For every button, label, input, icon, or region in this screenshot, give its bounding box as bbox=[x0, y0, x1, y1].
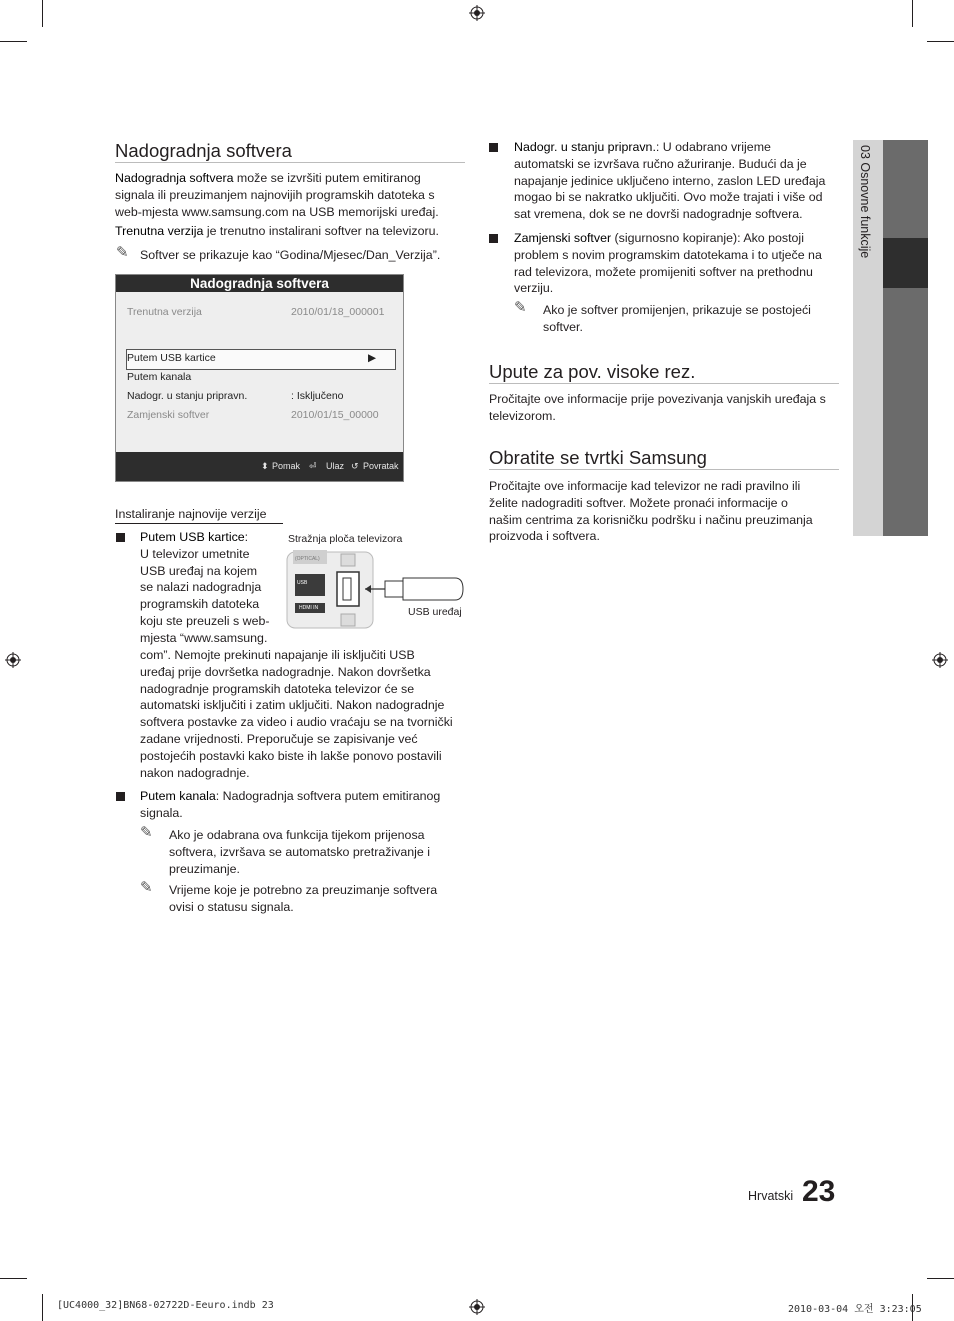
section-title-contact-samsung: Obratite se tvrtki Samsung bbox=[489, 447, 707, 468]
footer-enter-label: Ulaz bbox=[326, 461, 345, 471]
menu-arrow-icon: ▶ bbox=[368, 352, 377, 364]
note-line: softver. bbox=[543, 319, 583, 334]
note-line: Ako je softver promijenjen, prikazuje se postojeći bbox=[543, 303, 811, 317]
title-underline bbox=[489, 469, 839, 470]
crop-mark bbox=[42, 0, 43, 27]
menu-item-label: Zamjenski softver bbox=[127, 409, 210, 421]
title-underline bbox=[489, 383, 839, 384]
channel-bold: Putem kanala bbox=[140, 789, 216, 803]
usb-bullet-narrow: Putem USB kartice: U televizor umetnite USB uređaj na kojem se nalazi nadogradnja programskih datoteka koju ste preuzeli s web- mjesta “www.samsung. bbox=[140, 530, 270, 645]
menu-item-label: Putem USB kartice bbox=[127, 352, 216, 364]
note-pencil-icon: ✎ bbox=[514, 299, 527, 316]
chapter-tab-dark bbox=[883, 140, 928, 536]
alt-text: (sigurnosno kopiranje): Ako postoji bbox=[611, 231, 804, 245]
usb-line: U televizor umetnite bbox=[140, 546, 250, 561]
contact-line: Pročitajte ove informacije kad televizor ne radi pravilno ili bbox=[489, 479, 801, 493]
diagram-port-usb: USB bbox=[297, 580, 308, 586]
bullet-square-icon bbox=[116, 533, 125, 542]
current-version-bold: Trenutna verzija bbox=[115, 224, 204, 238]
chapter-tab-label: 03 Osnovne funkcije bbox=[858, 145, 872, 259]
crop-mark bbox=[927, 41, 954, 42]
standby-bullet bbox=[514, 139, 844, 223]
current-version-text: je trenutno instalirani softver na televizoru. bbox=[203, 224, 439, 238]
current-version-paragraph bbox=[115, 223, 465, 240]
usb-line: se nalazi nadogradnja bbox=[140, 580, 262, 595]
registration-mark-icon bbox=[932, 652, 948, 668]
note-pencil-icon: ✎ bbox=[116, 244, 129, 261]
menu-item-usb[interactable] bbox=[127, 350, 392, 366]
contact-line: našim centrima za korisničku podršku i načinu preuzimanja bbox=[489, 512, 813, 527]
menu-current-label: Trenutna verzija bbox=[127, 306, 202, 318]
enter-icon: ⏎ bbox=[309, 461, 317, 471]
intro-line: signala ili preuzimanjem najnovijih programskih datoteka s bbox=[115, 187, 435, 202]
menu-title: Nadogradnja softvera bbox=[116, 275, 403, 292]
intro-bold: Nadogradnja softvera bbox=[115, 171, 234, 185]
channel-text: : Nadogradnja softvera putem emitiranog bbox=[215, 789, 441, 803]
menu-current-value: 2010/01/18_000001 bbox=[291, 306, 385, 318]
registration-mark-icon bbox=[469, 1299, 485, 1315]
install-heading-underline bbox=[115, 523, 283, 524]
channel-bullet bbox=[140, 788, 470, 822]
crop-mark bbox=[927, 1278, 954, 1279]
usb-line: mjesta “www.samsung. bbox=[140, 630, 268, 645]
diagram-usb-label: USB uređaj bbox=[408, 606, 462, 618]
usb-line: USB uređaj na kojem bbox=[140, 563, 258, 578]
usb-line: zadane vrijednosti. Preporučuje se zapisivanje već bbox=[140, 731, 418, 746]
diagram-tv-label: Stražnja ploča televizora bbox=[288, 533, 403, 545]
return-icon: ↺ bbox=[351, 461, 359, 471]
usb-line: uređaj prije dovršetka nadogradnje. Nakon dovršetka bbox=[140, 664, 431, 679]
channel-text: signala. bbox=[140, 805, 183, 820]
alt-note bbox=[543, 302, 843, 336]
contact-paragraph bbox=[489, 478, 839, 545]
chapter-tab-marker bbox=[883, 238, 928, 288]
usb-line: automatski isključiti i zatim uključiti. Nakon nadogradnje bbox=[140, 698, 445, 713]
note-pencil-icon: ✎ bbox=[140, 879, 153, 896]
menu-item-standby[interactable] bbox=[127, 388, 392, 404]
standby-bold: Nadogr. u stanju pripravn. bbox=[514, 140, 656, 154]
alt-software-bullet bbox=[514, 230, 844, 297]
standby-line: napajanje jedinice uključeno interno, zaslon LED uređaja bbox=[514, 173, 826, 188]
channel-note-2 bbox=[169, 882, 469, 916]
hd-line: televizorom. bbox=[489, 408, 556, 423]
section-title-software-upgrade: Nadogradnja softvera bbox=[115, 140, 292, 161]
note-line: Ako je odabrana ova funkcija tijekom prijenosa bbox=[169, 828, 425, 842]
note-pencil-icon: ✎ bbox=[140, 824, 153, 841]
hd-paragraph bbox=[489, 391, 839, 425]
alt-line: rad televizora, možete promijeniti softver na prethodnu bbox=[514, 264, 813, 279]
print-footer-file: [UC4000_32]BN68-02722D-Eeuro.indb 23 bbox=[57, 1300, 274, 1311]
crop-mark bbox=[42, 1294, 43, 1321]
menu-item-label: Putem kanala bbox=[127, 371, 192, 383]
usb-bold: Putem USB kartice bbox=[140, 530, 245, 544]
menu-footer bbox=[116, 452, 403, 481]
page-language: Hrvatski bbox=[748, 1189, 794, 1203]
diagram-port-optical: (OPTICAL) bbox=[295, 556, 320, 562]
intro-paragraph bbox=[115, 170, 465, 220]
standby-line: automatski se izvršava ručno ažuriranje. Budući da je bbox=[514, 156, 807, 171]
menu-item-value: 2010/01/15_00000 bbox=[291, 409, 379, 421]
crop-mark bbox=[0, 41, 27, 42]
menu-item-value: : Isključeno bbox=[291, 390, 344, 402]
note-line: ovisi o statusu signala. bbox=[169, 899, 294, 914]
bullet-square-icon bbox=[489, 143, 498, 152]
usb-bullet-wide bbox=[140, 647, 470, 781]
usb-line: programskih datoteka bbox=[140, 597, 260, 612]
usb-line: nadogradnje programskih datoteka televizor će se bbox=[140, 681, 415, 696]
channel-note-1 bbox=[169, 827, 469, 877]
menu-item-alternative[interactable] bbox=[127, 407, 392, 423]
diagram-port-hdmi: HDMI IN bbox=[299, 605, 319, 611]
bullet-square-icon bbox=[489, 234, 498, 243]
footer-move-label: Pomak bbox=[272, 461, 301, 471]
standby-line: mogao bi se nakratko uključiti. Ovo može trajati i više od bbox=[514, 190, 823, 205]
tv-menu-screenshot bbox=[115, 274, 404, 482]
note-line: preuzimanje. bbox=[169, 861, 240, 876]
registration-mark-icon bbox=[5, 652, 21, 668]
usb-line: postojećih postavki kako biste ih lakše ponovo postavili bbox=[140, 748, 442, 763]
registration-mark-icon bbox=[469, 5, 485, 21]
usb-line: nakon nadogradnje. bbox=[140, 765, 250, 780]
standby-line: sat vremena, dok se ne dovrši nadogradnje softvera. bbox=[514, 207, 803, 222]
standby-text: : U odabrano vrijeme bbox=[655, 140, 771, 154]
note-line: Vrijeme koje je potrebno za preuzimanje softvera bbox=[169, 883, 438, 897]
install-heading: Instaliranje najnovije verzije bbox=[115, 507, 267, 521]
footer-back-label: Povratak bbox=[363, 461, 399, 471]
usb-line: koju ste preuzeli s web- bbox=[140, 613, 270, 628]
menu-item-label: Nadogr. u stanju pripravn. bbox=[127, 390, 248, 402]
page-number: 23 bbox=[802, 1175, 836, 1208]
print-footer-timestamp: 2010-03-04 오전 3:23:05 bbox=[788, 1304, 922, 1315]
intro-line: može se izvršiti putem emitiranog bbox=[233, 171, 421, 185]
section-title-hd-connection: Upute za pov. visoke rez. bbox=[489, 361, 696, 382]
note-text: Softver se prikazuje kao “Godina/Mjesec/Dan_Verzija”. bbox=[140, 248, 441, 262]
title-underline bbox=[115, 162, 465, 163]
menu-current-version bbox=[127, 304, 392, 320]
intro-line: web-mjesta www.samsung.com na USB memorijski uređaj. bbox=[115, 204, 439, 219]
contact-line: proizvoda i softvera. bbox=[489, 529, 600, 544]
contact-line: želite nadograditi softver. Možete pronaći informacije o bbox=[489, 495, 788, 510]
hd-line: Pročitajte ove informacije prije povezivanja vanjskih uređaja s bbox=[489, 392, 826, 406]
crop-mark bbox=[912, 0, 913, 27]
move-arrows-icon: ⬍ bbox=[261, 461, 269, 471]
alt-bold: Zamjenski softver bbox=[514, 231, 612, 245]
menu-item-channel[interactable] bbox=[127, 369, 392, 385]
usb-line: com”. Nemojte prekinuti napajanje ili isključiti USB bbox=[140, 648, 415, 662]
bullet-square-icon bbox=[116, 792, 125, 801]
alt-line: problem s novim programskim datotekama i to utječe na bbox=[514, 247, 822, 262]
crop-mark bbox=[0, 1278, 27, 1279]
alt-line: verziju. bbox=[514, 281, 554, 296]
usb-line: softvera postavke za video i audio vraćaju se na tvornički bbox=[140, 715, 453, 730]
note-line: softvera, izvršava se automatsko pretraživanje i bbox=[169, 844, 431, 859]
